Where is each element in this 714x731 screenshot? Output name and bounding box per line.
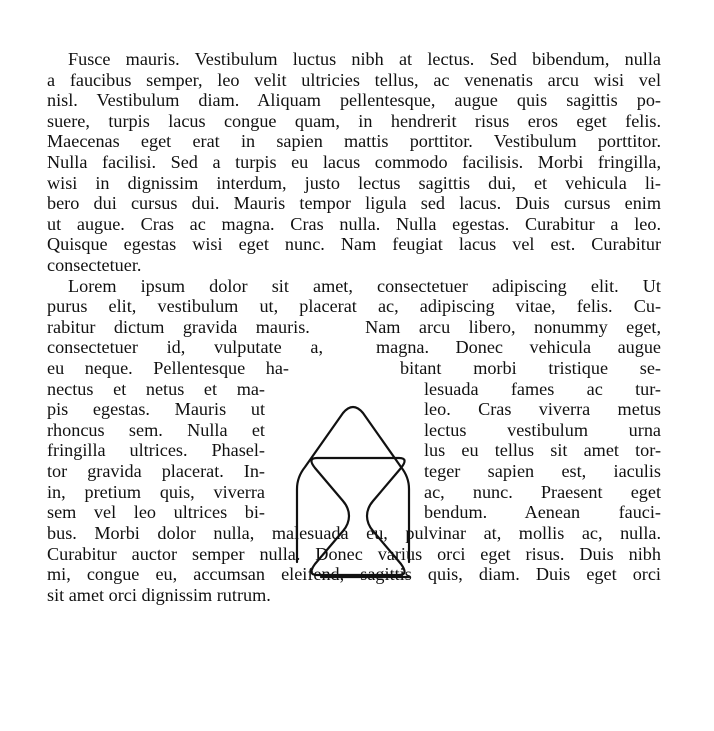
paragraph-1-line: suere, turpis lacus congue quam, in hendrerit risus eros eget felis.	[47, 111, 661, 131]
wrap-left-line: eu neque. Pellentesque ha-	[47, 358, 289, 378]
wrap-left-line: consectetuer id, vulputate a,	[47, 337, 323, 357]
paragraph-2-line: sit amet orci dignissim rutrum.	[47, 585, 271, 605]
paragraph-2-line: purus elit, vestibulum ut, placerat ac, adipiscing vitae, felis. Cu-	[47, 296, 661, 316]
paragraph-1-line: consectetuer.	[47, 255, 142, 275]
wrap-right-line: teger sapien est, iaculis	[424, 461, 661, 481]
wrap-right-line: ac, nunc. Praesent eget	[424, 482, 661, 502]
paragraph-1-line: Quisque egestas wisi eget nunc. Nam feugiat lacus vel est. Curabitur	[47, 234, 661, 254]
wrap-left-line: tor gravida placerat. In-	[47, 461, 265, 481]
paragraph-1-line: nisl. Vestibulum diam. Aliquam pellentesque, augue quis sagittis po-	[47, 90, 661, 110]
paragraph-2-line: Lorem ipsum dolor sit amet, consectetuer adipiscing elit. Ut	[68, 276, 661, 296]
paragraph-2-line: Curabitur auctor semper nulla. Donec varius orci eget risus. Duis nibh	[47, 544, 661, 564]
paragraph-1-line: ut augue. Cras ac magna. Cras nulla. Nulla egestas. Curabitur a leo.	[47, 214, 661, 234]
paragraph-2-line: bus. Morbi dolor nulla, malesuada eu, pulvinar at, mollis ac, nulla.	[47, 523, 661, 543]
wrap-right-line: magna. Donec vehicula augue	[376, 337, 661, 357]
wrap-right-line: leo. Cras viverra metus	[424, 399, 661, 419]
wrap-left-line: sem vel leo ultrices bi-	[47, 502, 265, 522]
document-page	[47, 0, 661, 731]
wrap-right-line: bitant morbi tristique se-	[400, 358, 661, 378]
paragraph-1-line: wisi in dignissim interdum, justo lectus sagittis dui, et vehicula li-	[47, 173, 661, 193]
wrap-right-line: lus eu tellus sit amet tor-	[424, 440, 661, 460]
wrap-left-line: nectus et netus et ma-	[47, 379, 265, 399]
paragraph-1-line: Maecenas eget erat in sapien mattis porttitor. Vestibulum porttitor.	[47, 131, 661, 151]
paragraph-2-line: rabitur dictum gravida mauris. Nam arcu libero, nonummy eget,	[47, 317, 661, 337]
envelope-hourglass-icon	[295, 397, 415, 579]
paragraph-1-line: Nulla facilisi. Sed a turpis eu lacus commodo facilisis. Morbi fringilla,	[47, 152, 661, 172]
wrap-right-line: lesuada fames ac tur-	[424, 379, 661, 399]
wrap-left-line: in, pretium quis, viverra	[47, 482, 265, 502]
paragraph-1-line: a faucibus semper, leo velit ultricies tellus, ac venenatis arcu wisi vel	[47, 70, 661, 90]
wrap-right-line: lectus vestibulum urna	[424, 420, 661, 440]
wrap-left-line: pis egestas. Mauris ut	[47, 399, 265, 419]
envelope-hourglass-figure	[295, 397, 415, 579]
wrap-right-line: bendum. Aenean fauci-	[424, 502, 661, 522]
paragraph-1-line: bero dui cursus dui. Mauris tempor ligula sed lacus. Duis cursus enim	[47, 193, 661, 213]
wrap-left-line: fringilla ultrices. Phasel-	[47, 440, 265, 460]
paragraph-2-line: mi, congue eu, accumsan eleifend, sagittis quis, diam. Duis eget orci	[47, 564, 661, 584]
paragraph-1-line: Fusce mauris. Vestibulum luctus nibh at lectus. Sed bibendum, nulla	[68, 49, 661, 69]
wrap-left-line: rhoncus sem. Nulla et	[47, 420, 265, 440]
